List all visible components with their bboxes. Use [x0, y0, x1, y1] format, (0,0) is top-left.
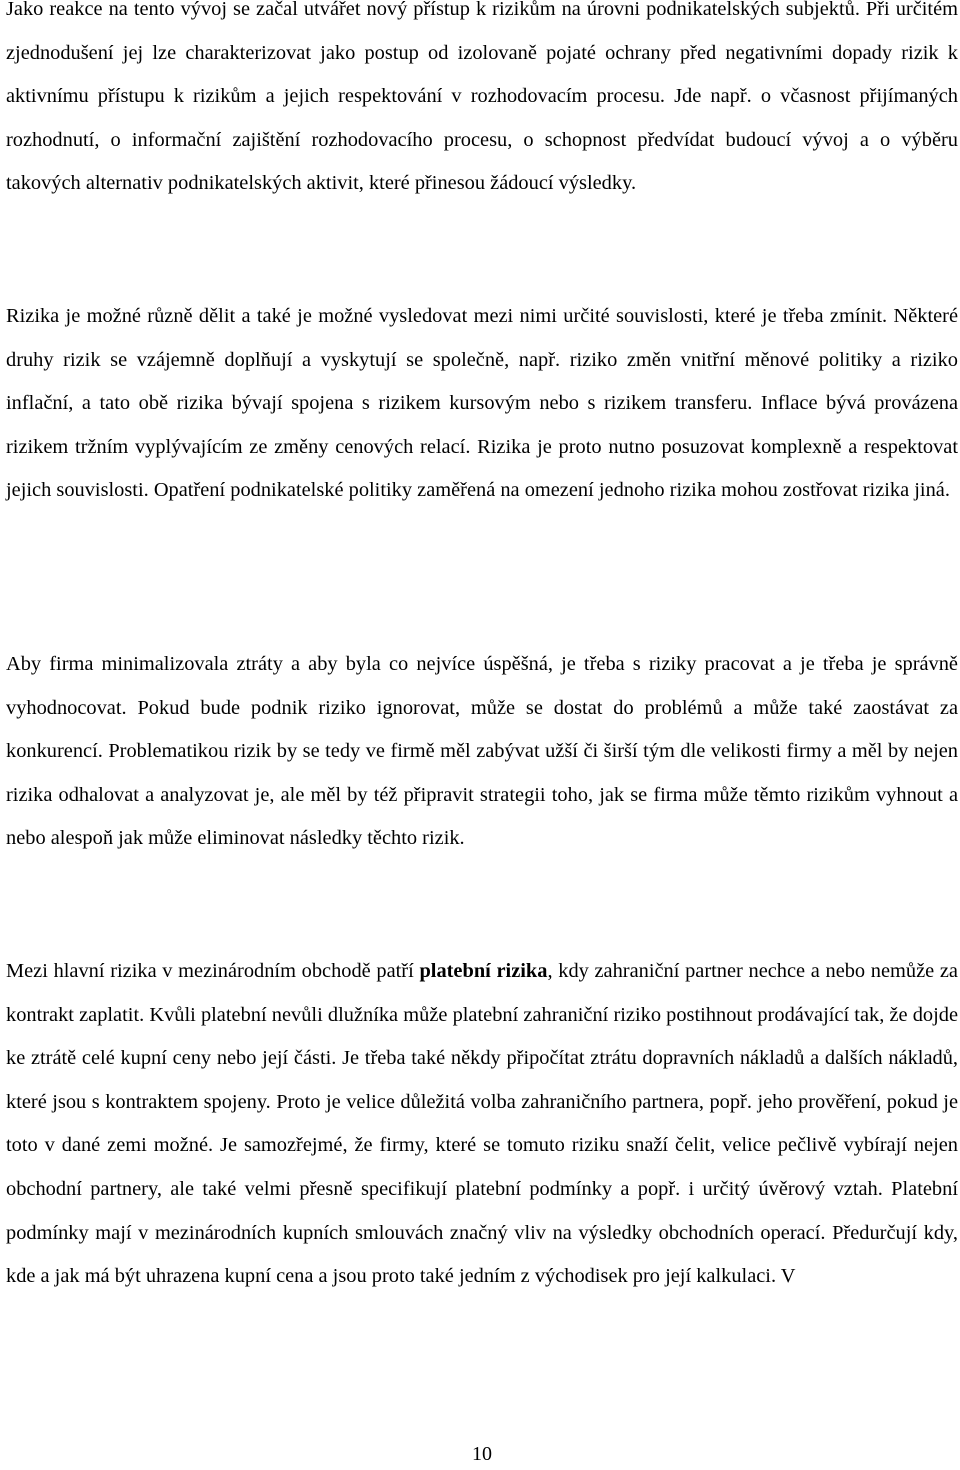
paragraph-risk-relations: Rizika je možné různě dělit a také je možné vysledovat mezi nimi určité souvislosti, které je třeba zmínit. Některé druhy rizik se vzájemně doplňují a vyskytují se společně, např. riziko změn vnitřní měnové politiky a riziko inflační, a tato obě rizika bývají spojena s rizikem kursovým nebo s rizikem transferu. Inflace bývá provázena rizikem tržním vyplývajícím ze změny cenových relací. Rizika je proto nutno posuzovat komplexně a respektovat jejich souvislosti. Opatření podnikatelské politiky zaměřená na omezení jednoho rizika mohou zostřovat rizika jiná.	[6, 305, 958, 502]
paragraph-payment-risks	[6, 950, 958, 1299]
paragraph-risk-management: Aby firma minimalizovala ztráty a aby byla co nejvíce úspěšná, je třeba s riziky pracovat a je třeba je správně vyhodnocovat. Pokud bude podnik riziko ignorovat, může se dostat do problémů a může také zaostávat za konkurencí. Problematikou rizik by se tedy ve firmě měl zabývat užší či širší tým dle velikosti firmy a měl by nejen rizika odhalovat a analyzovat je, ale měl by též připravit strategii toho, jak se firma může těmto rizikům vyhnout a nebo alespoň jak může eliminovat následky těchto rizik.	[6, 653, 958, 850]
document-page	[6, 0, 958, 1470]
paragraph-risk-approach: Jako reakce na tento vývoj se začal utvářet nový přístup k rizikům na úrovni podnikatelských subjektů. Při určitém zjednodušení jej lze charakterizovat jako postup od izolovaně pojaté ochrany před negativními dopady rizik k aktivnímu přístupu k rizikům a jejich respektování v rozhodovacím procesu. Jde např. o včasnost přijímaných rozhodnutí, o informační zajištění rozhodovacího procesu, o schopnost předvídat budoucí vývoj a o výběru takových alternativ podnikatelských aktivit, které přinesou žádoucí výsledky.	[6, 0, 958, 195]
payment-risks-intro-text: Mezi hlavní rizika v mezinárodním obchodě patří	[6, 960, 420, 982]
payment-risks-body-text: , kdy zahraniční partner nechce a nebo nemůže za kontrakt zaplatit. Kvůli platební nevůli dlužníka může platební zahraniční riziko postihnout prodávající tak, že dojde ke ztrátě celé kupní ceny nebo její části. Je třeba také někdy připočítat ztrátu dopravních nákladů a dalších nákladů, které jsou s kontraktem spojeny. Proto je velice důležitá volba zahraničního partnera, popř. jeho prověření, pokud je toto v dané zemi možné. Je samozřejmé, že firmy, které se tomuto riziku snaží čelit, velice pečlivě vybírají nejen obchodní partnery, ale také velmi přesně specifikují platební podmínky a popř. i určitý úvěrový vztah. Platební podmínky mají v mezinárodních kupních smlouvách značný vliv na výsledky obchodních operací. Předurčují kdy, kde a jak má být uhrazena kupní cena a jsou proto také jedním z východisek pro její kalkulaci. V	[6, 960, 958, 1288]
payment-risks-bold-term: platební rizika	[419, 960, 548, 982]
page-number: 10	[472, 1443, 492, 1465]
